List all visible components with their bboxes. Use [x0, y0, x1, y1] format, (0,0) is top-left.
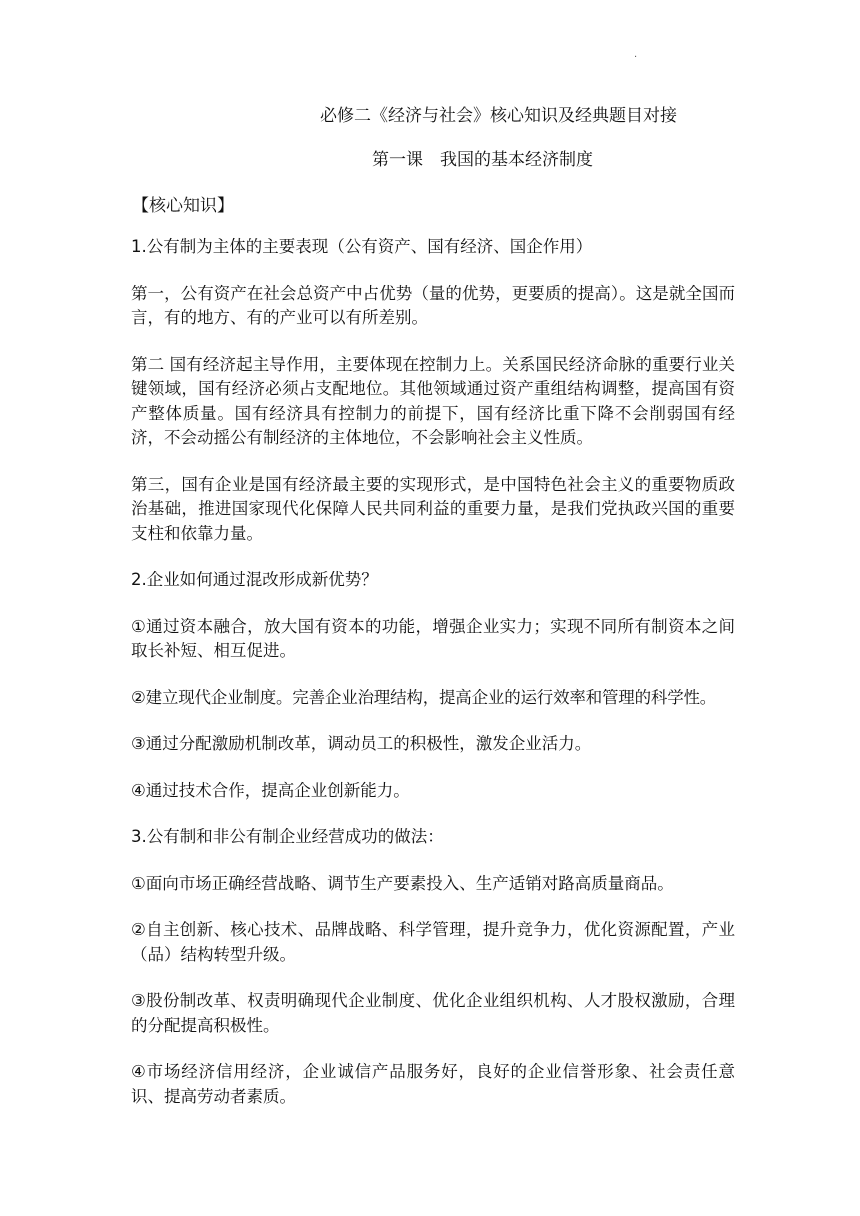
- list-item: ④通过技术合作，提高企业创新能力。: [131, 780, 410, 800]
- list-item: ③股份制改革、权责明确现代企业制度、优化企业组织机构、人才股权激励，合理的分配提高积极性。: [131, 991, 735, 1035]
- heading-point-2: 2.企业如何通过混改形成新优势？: [131, 570, 378, 589]
- paragraph-third: 第三，国有企业是国有经济最主要的实现形式，是中国特色社会主义的重要物质政治基础，推进国家现代化保障人民共同利益的重要力量，是我们党执政兴国的重要支柱和依靠力量。: [131, 474, 735, 543]
- document-title: 必修二《经济与社会》核心知识及经典题目对接: [320, 106, 677, 126]
- list-item: ②自主创新、核心技术、品牌战略、科学管理，提升竞争力，优化资源配置，产业（品）结构转型升级。: [131, 920, 735, 964]
- section-heading: 【核心知识】: [132, 196, 234, 216]
- paragraph-first: 第一，公有资产在社会总资产中占优势（量的优势，更要质的提高）。这是就全国而言，有的地方、有的产业可以有所差别。: [131, 283, 735, 327]
- heading-point-1: 1.公有制为主体的主要表现（公有资产、国有经济、国企作用）: [131, 237, 593, 256]
- lesson-title: 第一课 我国的基本经济制度: [372, 150, 593, 170]
- heading-point-3: 3.公有制和非公有制企业经营成功的做法：: [131, 827, 444, 846]
- paragraph-second: 第二 国有经济起主导作用，主要体现在控制力上。关系国民经济命脉的重要行业关键领域，国有经济必须占支配地位。其他领域通过资产重组结构调整，提高国有资产整体质量。国有经济具有控制力的前提下，国有经济比重下降不会削弱国有经济，不会动摇公有制经济的主体地位，不会影响社会主义性质。: [131, 354, 735, 447]
- list-item: ③通过分配激励机制改革，调动员工的积极性，激发企业活力。: [131, 734, 592, 753]
- list-item: ②建立现代企业制度。完善企业治理结构，提高企业的运行效率和管理的科学性。: [131, 687, 717, 707]
- list-item: ①面向市场正确经营战略、调节生产要素投入、生产适销对路高质量商品。: [131, 873, 674, 893]
- list-item: ①通过资本融合，放大国有资本的功能，增强企业实力；实现不同所有制资本之间取长补短、相互促进。: [131, 616, 735, 660]
- list-item: ④市场经济信用经济，企业诚信产品服务好，良好的企业信誉形象、社会责任意识、提高劳动者素质。: [131, 1062, 735, 1106]
- content-body: [131, 235, 735, 1131]
- corner-mark: ·: [634, 52, 638, 63]
